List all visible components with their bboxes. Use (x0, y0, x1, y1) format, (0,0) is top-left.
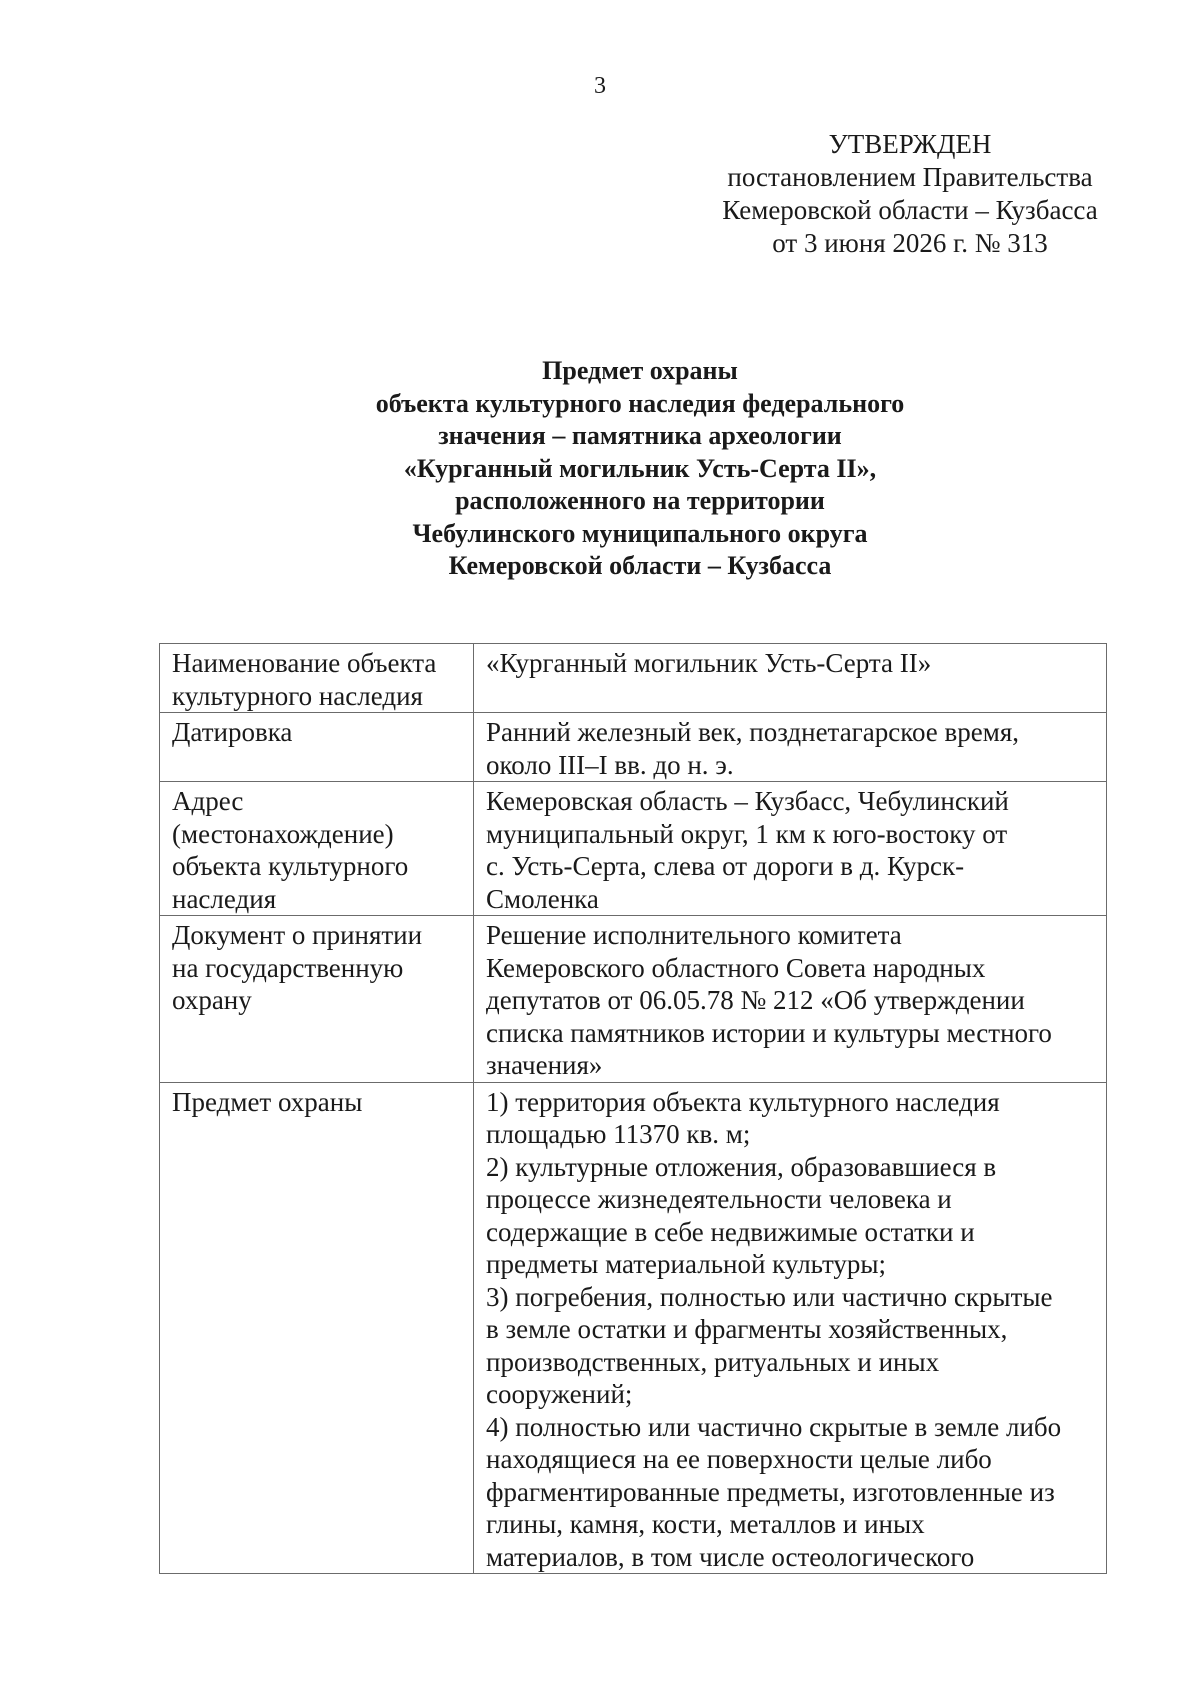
cell-line: 4) полностью или частично скрытые в земле либо (486, 1411, 1062, 1442)
cell-line: Адрес (172, 786, 244, 816)
cell-line: предметы материальной культуры; (486, 1249, 887, 1279)
cell-line: Кемеровская область – Кузбасс, Чебулинский (486, 786, 1009, 816)
title-line: Предмет охраны (542, 356, 738, 385)
cell-line: в земле остатки и фрагменты хозяйственных, (486, 1314, 1008, 1344)
cell-line: находящиеся на ее поверхности целые либо (486, 1444, 992, 1474)
cell-line: Предмет охраны (172, 1086, 363, 1117)
cell-line: депутатов от 06.05.78 № 212 «Об утверждении (486, 985, 1025, 1015)
approval-stamp (700, 128, 1120, 260)
title-line: «Курганный могильник Усть-Серта II», (403, 453, 877, 483)
cell-line: 1) территория объекта культурного наследия (486, 1086, 1000, 1117)
cell-line: глины, камня, кости, металлов и иных (486, 1509, 925, 1539)
cell-line: Наименование объекта (172, 648, 437, 678)
cell-line: охрану (172, 985, 252, 1015)
table-row (160, 916, 1107, 1083)
cell-line: культурного наследия (172, 680, 423, 711)
row-value-document (474, 916, 1107, 1083)
cell-line: «Курганный могильник Усть-Серта II» (486, 648, 932, 678)
title-line: расположенного на территории (455, 486, 825, 515)
approval-line: Кемеровской области – Кузбасса (722, 195, 1098, 225)
table-row (160, 713, 1107, 782)
cell-line: Ранний железный век, позднетагарское время, (486, 717, 1020, 747)
cell-line: Документ о принятии (172, 920, 423, 950)
cell-line: производственных, ритуальных и иных (486, 1346, 940, 1377)
cell-line: Решение исполнительного комитета (486, 920, 902, 950)
protection-subject-table (159, 643, 1107, 1574)
title-line: Чебулинского муниципального округа (412, 518, 868, 548)
title-line: объекта культурного наследия федерального (375, 388, 905, 418)
page-number: 3 (594, 73, 606, 99)
cell-line: объекта культурного (172, 851, 409, 881)
row-value-dating (474, 713, 1107, 782)
cell-line: процессе жизнедеятельности человека и (486, 1184, 952, 1214)
cell-line: на государственную (172, 952, 404, 983)
title-line: Кемеровской области – Кузбасса (448, 551, 832, 580)
row-label-name (160, 644, 474, 713)
row-label-document (160, 916, 474, 1083)
cell-line: 3) погребения, полностью или частично скрытые (486, 1281, 1053, 1312)
cell-line: сооружений; (486, 1379, 633, 1409)
cell-line: фрагментированные предметы, изготовленные из (486, 1476, 1055, 1507)
cell-line: наследия (172, 883, 277, 914)
cell-line: (местонахождение) (172, 818, 394, 849)
cell-line: Кемеровского областного Совета народных (486, 952, 986, 983)
cell-line: списка памятников истории и культуры местного (486, 1017, 1052, 1048)
row-label-address (160, 782, 474, 916)
title-line: значения – памятника археологии (438, 421, 842, 450)
row-label-dating (160, 713, 474, 782)
table-row (160, 782, 1107, 916)
approval-line: постановлением Правительства (727, 162, 1093, 192)
document-title (240, 355, 1040, 583)
cell-line: содержащие в себе недвижимые остатки и (486, 1216, 975, 1247)
approval-line: от 3 июня 2026 г. № 313 (772, 228, 1048, 258)
cell-line: с. Усть-Серта, слева от дороги в д. Курск- (486, 851, 965, 881)
row-value-address (474, 782, 1107, 916)
approval-line: УТВЕРЖДЕН (828, 129, 992, 159)
row-value-subject (474, 1082, 1107, 1574)
table-row (160, 1082, 1107, 1574)
cell-line: площадью 11370 кв. м; (486, 1119, 751, 1149)
cell-line: значения» (486, 1050, 603, 1080)
cell-line: Датировка (172, 717, 293, 747)
row-label-subject (160, 1082, 474, 1574)
row-value-name (474, 644, 1107, 713)
cell-line: материалов, в том числе остеологического (486, 1541, 975, 1572)
cell-line: Смоленка (486, 883, 599, 914)
table-row (160, 644, 1107, 713)
cell-line: около III–I вв. до н. э. (486, 749, 734, 780)
cell-line: муниципальный округ, 1 км к юго-востоку от (486, 818, 1008, 849)
cell-line: 2) культурные отложения, образовавшиеся в (486, 1151, 997, 1182)
